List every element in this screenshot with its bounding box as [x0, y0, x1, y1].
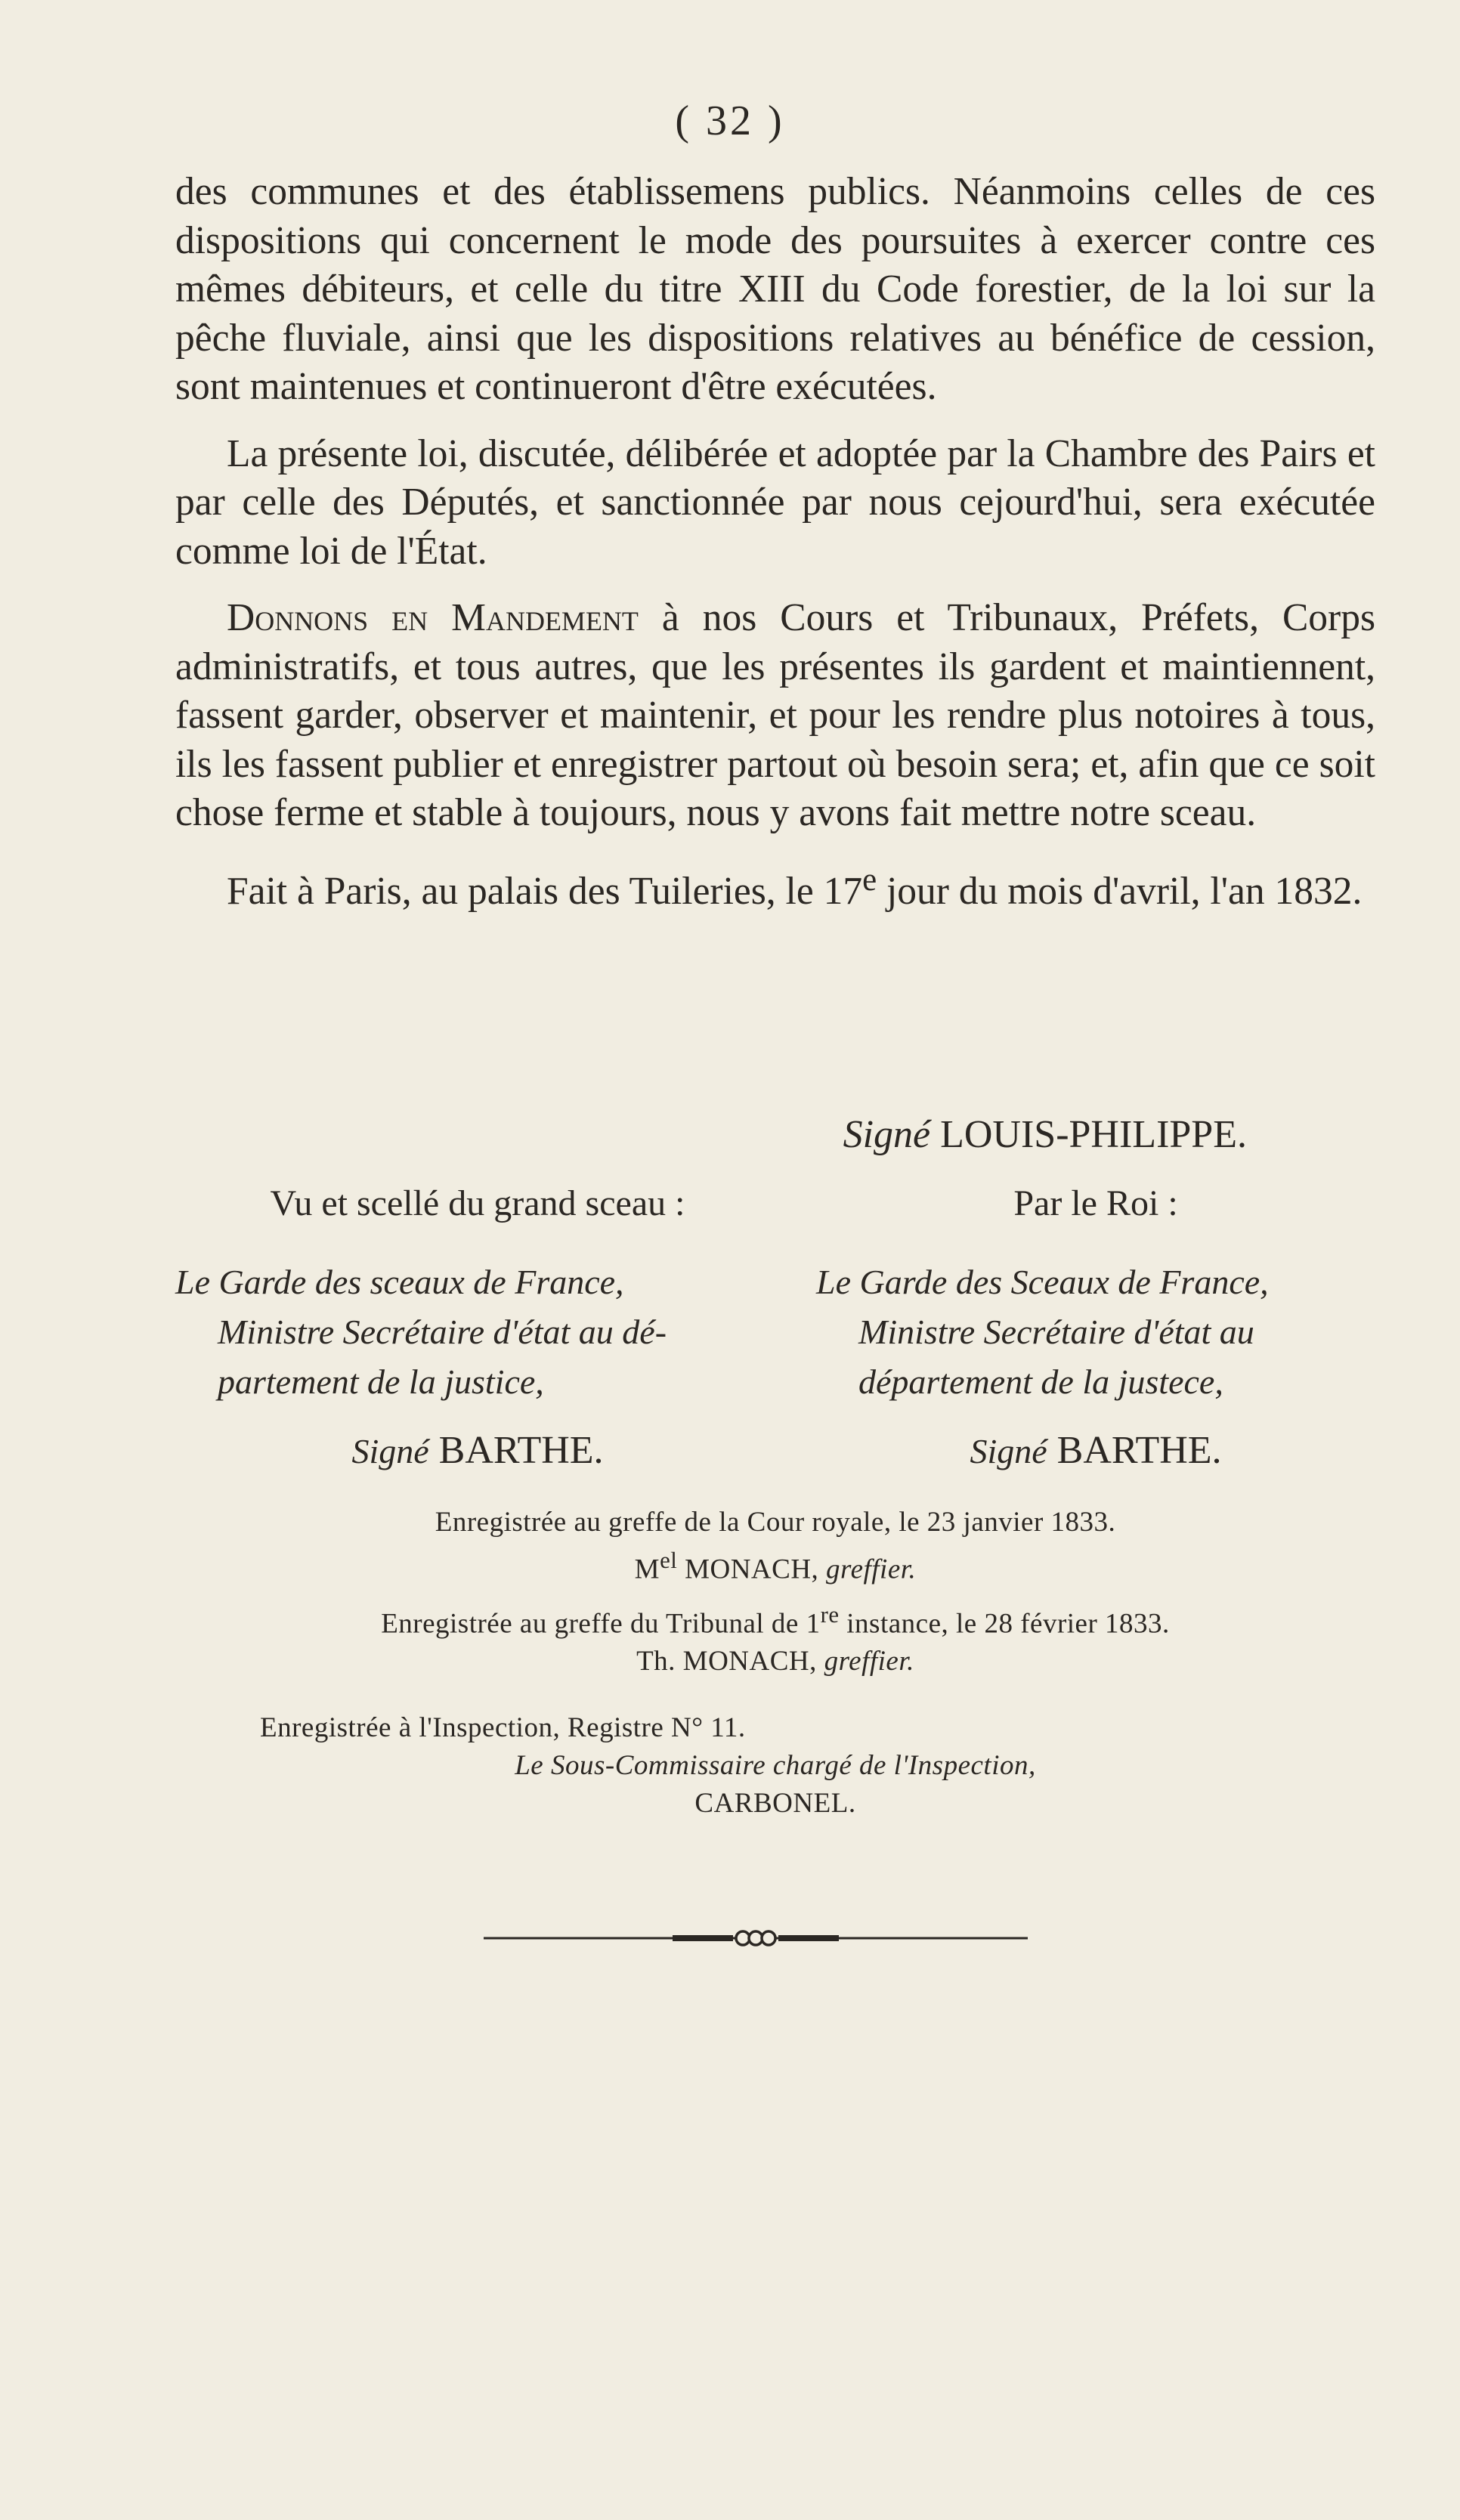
date-text-b: jour du mois d'avril, l'an 1832.: [877, 869, 1363, 913]
left-ministry: [175, 1257, 780, 1407]
right-name: BARTHE.: [1056, 1429, 1222, 1472]
right-line-1: Le Garde des Sceaux de France,: [816, 1263, 1269, 1301]
paragraph-3: [175, 594, 1375, 838]
mandement-lead: Donnons en Mandement: [227, 596, 639, 639]
left-name: BARTHE.: [438, 1429, 604, 1472]
left-line-3: partement de la justice,: [218, 1362, 544, 1401]
date-text-a: Fait à Paris, au palais des Tuileries, le 17: [227, 869, 863, 913]
paragraph-2: La présente loi, discutée, délibérée et adoptée par la Chambre des Pairs et par celle des Députés, et sanctionnée par nous cejourd'hui, sera exécutée comme loi de l'État.: [175, 431, 1375, 573]
left-line-2: Ministre Secrétaire d'état au dé-: [218, 1313, 667, 1351]
left-signature: [175, 1428, 780, 1473]
reg2-clerk: Th. MONACH, greffier.: [636, 1646, 914, 1677]
right-heading: Par le Roi :: [1013, 1183, 1178, 1223]
left-heading: Vu et scellé du grand sceau :: [270, 1183, 685, 1223]
body-text: [175, 168, 1375, 934]
reg1-line: Enregistrée au greffe de la Cour royale, le 23 janvier 1833.: [435, 1507, 1116, 1538]
reg1-clerk: $M^{el}$ MONACH, greffier.: [634, 1548, 917, 1585]
right-line-2: Ministre Secrétaire d'état au: [858, 1313, 1254, 1351]
mandement-text: à nos Cours et Tribunaux, Préfets, Corps administratifs, et tous autres, que les présentes ils gardent et maintiennent, fassent garder, observer et maintenir, et pour les rendre plus notoires à tous, ils les fassent publier et enregistrer partout où besoin sera; et, afin que ce soit chose ferme et stable à toujours, nous y avons fait mettre notre sceau.: [175, 596, 1375, 834]
king-signature: [0, 1112, 1247, 1157]
date-sup: e: [862, 861, 877, 898]
paragraph-4: [175, 856, 1375, 917]
king-name: LOUIS-PHILIPPE.: [940, 1113, 1247, 1156]
ornament-rule-icon: [484, 1927, 1028, 1950]
registration-cour-royale: [175, 1504, 1375, 1588]
right-signature: [816, 1428, 1375, 1473]
king-signe: Signé: [843, 1113, 931, 1156]
reg3-commissaire: Le Sous-Commissaire chargé de l'Inspection,: [515, 1750, 1036, 1781]
left-line-1: Le Garde des sceaux de France,: [175, 1263, 624, 1301]
page-number: ( 32 ): [675, 97, 785, 144]
right-signe: Signé: [970, 1432, 1047, 1470]
left-signe: Signé: [351, 1432, 429, 1470]
reg3-line: Enregistrée à l'Inspection, Registre N° 11.: [260, 1712, 746, 1743]
right-line-3: département de la justece,: [858, 1362, 1223, 1401]
paragraph-1: des communes et des établissemens publics. Néanmoins celles de ces dispositions qui concernent le mode des poursuites à exercer contre ces mêmes débiteurs, et celle du titre XIII du Code forestier, de la loi sur la pêche fluviale, ainsi que les dispositions relatives au bénéfice de cession, sont maintenues et continueront d'être exécutées.: [175, 170, 1375, 408]
right-ministry: [816, 1257, 1375, 1407]
reg3-name: CARBONEL.: [694, 1788, 856, 1819]
registration-inspection: [175, 1709, 1375, 1823]
reg2-line: Enregistrée au greffe du Tribunal de 1re instance, le 28 février 1833.: [381, 1602, 1170, 1640]
registration-tribunal: [175, 1596, 1375, 1681]
